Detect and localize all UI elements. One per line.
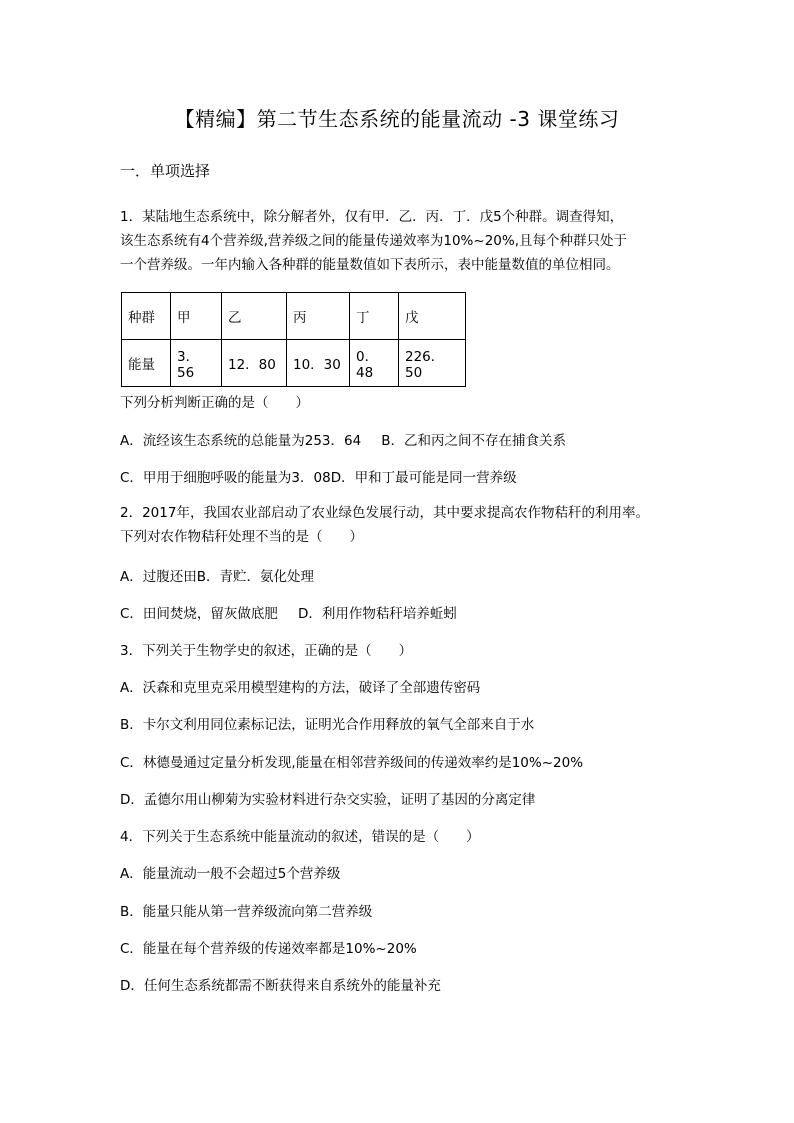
question-1-prompt: 下列分析判断正确的是（ ） — [120, 395, 309, 411]
table-cell: 10．30 — [287, 340, 350, 387]
question-2-options-ab: A．过腹还田B．青贮．氨化处理 — [120, 569, 314, 585]
table-cell: 戊 — [399, 293, 466, 340]
question-4-stem: 4．下列关于生态系统中能量流动的叙述，错误的是（ ） — [120, 829, 480, 845]
option-b: B．乙和丙之间不存在捕食关系 — [381, 433, 566, 449]
table-cell: 能量 — [122, 340, 171, 387]
question-4-option-d: D．任何生态系统都需不断获得来自系统外的能量补充 — [120, 978, 441, 994]
section-heading: 一．单项选择 — [120, 162, 211, 180]
page-title: 【精编】第二节生态系统的能量流动 -3 课堂练习 — [174, 107, 620, 131]
table-cell: 乙 — [222, 293, 287, 340]
question-2-stem-line: 2．2017年，我国农业部启动了农业绿色发展行动，其中要求提高农作物秸秆的利用率。 — [120, 505, 649, 521]
table-cell: 种群 — [122, 293, 171, 340]
question-3-option-c: C．林德曼通过定量分析发现,能量在相邻营养级间的传递效率约是10%~20% — [120, 755, 584, 771]
table-header-row — [122, 293, 466, 340]
question-4-option-c: C．能量在每个营养级的传递效率都是10%~20% — [120, 941, 417, 957]
energy-table — [121, 292, 466, 387]
table-row — [122, 340, 466, 387]
question-3-option-a: A．沃森和克里克采用模型建构的方法，破译了全部遗传密码 — [120, 680, 481, 696]
table-cell: 0．48 — [350, 340, 399, 387]
table-cell: 226．50 — [399, 340, 466, 387]
question-1-stem — [120, 205, 700, 277]
question-1-stem-line: 一个营养级。一年内输入各种群的能量数值如下表所示，表中能量数值的单位相同。 — [120, 257, 620, 273]
table-cell: 12．80 — [222, 340, 287, 387]
option-d: D．利用作物秸秆培养蚯蚓 — [297, 606, 457, 622]
question-4-option-b: B．能量只能从第一营养级流向第二营养级 — [120, 904, 373, 920]
option-c: C．田间焚烧，留灰做底肥 — [120, 606, 278, 622]
question-1-options-cd: C．甲用于细胞呼吸的能量为3．08D．甲和丁最可能是同一营养级 — [120, 470, 517, 486]
question-2-stem — [120, 501, 700, 549]
question-3-option-b: B．卡尔文利用同位素标记法，证明光合作用释放的氧气全部来自于水 — [120, 717, 535, 733]
option-a: A．流经该生态系统的总能量为253．64 — [120, 433, 362, 449]
question-1-stem-line: 1．某陆地生态系统中，除分解者外，仅有甲．乙．丙．丁．戊5个种群。调查得知， — [120, 209, 624, 225]
table-cell: 丁 — [350, 293, 399, 340]
table-cell: 3．56 — [171, 340, 222, 387]
question-1-stem-line: 该生态系统有4个营养级,营养级之间的能量传递效率为10%~20%,且每个种群只处于 — [120, 233, 627, 249]
table-cell: 甲 — [171, 293, 222, 340]
question-3-option-d: D．孟德尔用山柳菊为实验材料进行杂交实验，证明了基因的分离定律 — [120, 792, 536, 808]
question-4-option-a: A．能量流动一般不会超过5个营养级 — [120, 866, 341, 882]
question-3-stem: 3．下列关于生物学史的叙述，正确的是（ ） — [120, 643, 413, 659]
table-cell: 丙 — [287, 293, 350, 340]
question-2-options-cd — [120, 602, 457, 622]
question-2-stem-line: 下列对农作物秸秆处理不当的是（ ） — [120, 529, 363, 545]
question-1-options-ab — [120, 429, 566, 449]
